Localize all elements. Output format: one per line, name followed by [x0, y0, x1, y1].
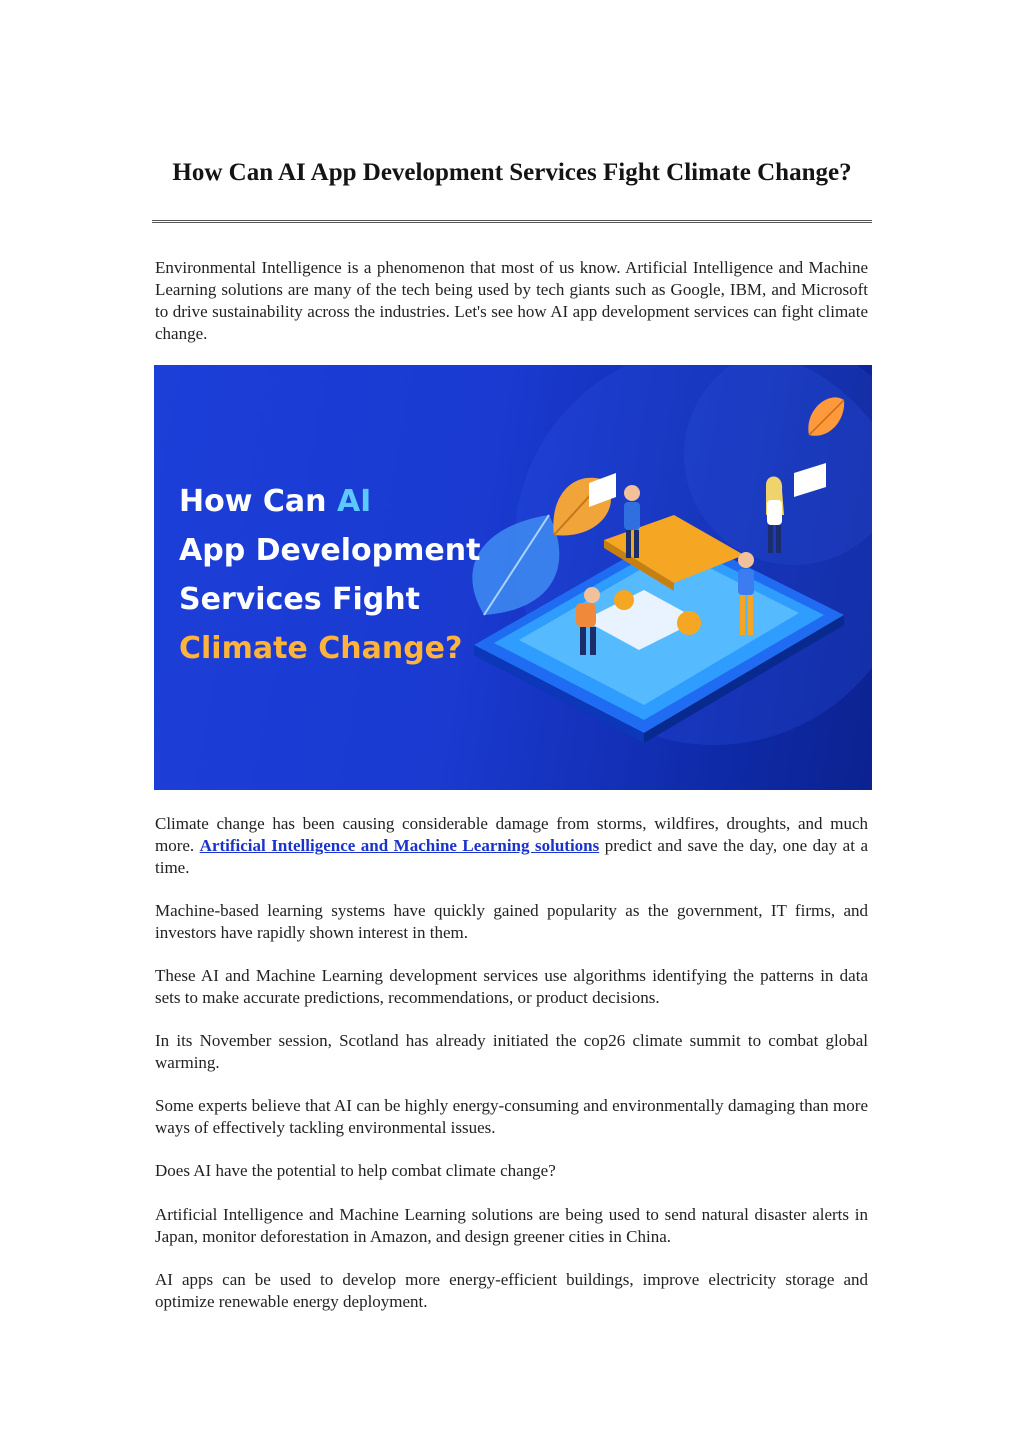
paragraph-climate-damage-start: Climate change has been causing considerable damage from storms, wildfires, droughts, and much more. — [155, 814, 868, 855]
paragraph-use-cases: Artificial Intelligence and Machine Learning solutions are being used to send natural disaster alerts in Japan, monitor deforestation in Amazon, and design greener cities in China. — [155, 1205, 868, 1246]
banner-line-4: Climate Change? — [179, 631, 463, 666]
intro-paragraph: Environmental Intelligence is a phenomenon that most of us know. Artificial Intelligence and Machine Learning solutions are many of the tech being used by tech giants such as Google, IBM, and Microsoft to drive sustainability across the industries. Let's see how AI app development services can fight climate change. — [155, 258, 868, 343]
banner-line-1-prefix: How Can — [179, 484, 337, 519]
paragraph-ml-services: These AI and Machine Learning development services use algorithms identifying the patterns in data sets to make accurate predictions, recommendations, or product decisions. — [155, 966, 868, 1007]
paragraph-experts: Some experts believe that AI can be highly energy-consuming and environmentally damaging than more ways of effectively tackling environmental issues. — [155, 1096, 868, 1137]
paragraph-ml-popularity: Machine-based learning systems have quickly gained popularity as the government, IT firms, and investors have rapidly shown interest in them. — [155, 901, 868, 942]
ai-ml-solutions-link[interactable]: Artificial Intelligence and Machine Learning solutions — [199, 836, 600, 855]
title-divider — [152, 220, 872, 223]
paragraph-cop26: In its November session, Scotland has already initiated the cop26 climate summit to combat global warming. — [155, 1031, 868, 1072]
paragraph-climate-damage — [155, 813, 868, 879]
banner-line-1-highlight: AI — [336, 484, 372, 519]
paragraph-climate-damage-end: predict and save the day, one day at a time. — [155, 836, 868, 877]
article-banner-image — [154, 365, 872, 790]
banner-headline — [179, 477, 480, 673]
banner-line-3: Services Fight — [179, 582, 420, 617]
article-title: How Can AI App Development Services Fight Climate Change? — [172, 159, 852, 186]
banner-line-1 — [179, 484, 371, 519]
paragraph-energy: AI apps can be used to develop more energy-efficient buildings, improve electricity storage and optimize renewable energy deployment. — [155, 1270, 868, 1311]
paragraph-question: Does AI have the potential to help combat climate change? — [155, 1161, 556, 1180]
banner-line-2: App Development — [179, 533, 481, 568]
